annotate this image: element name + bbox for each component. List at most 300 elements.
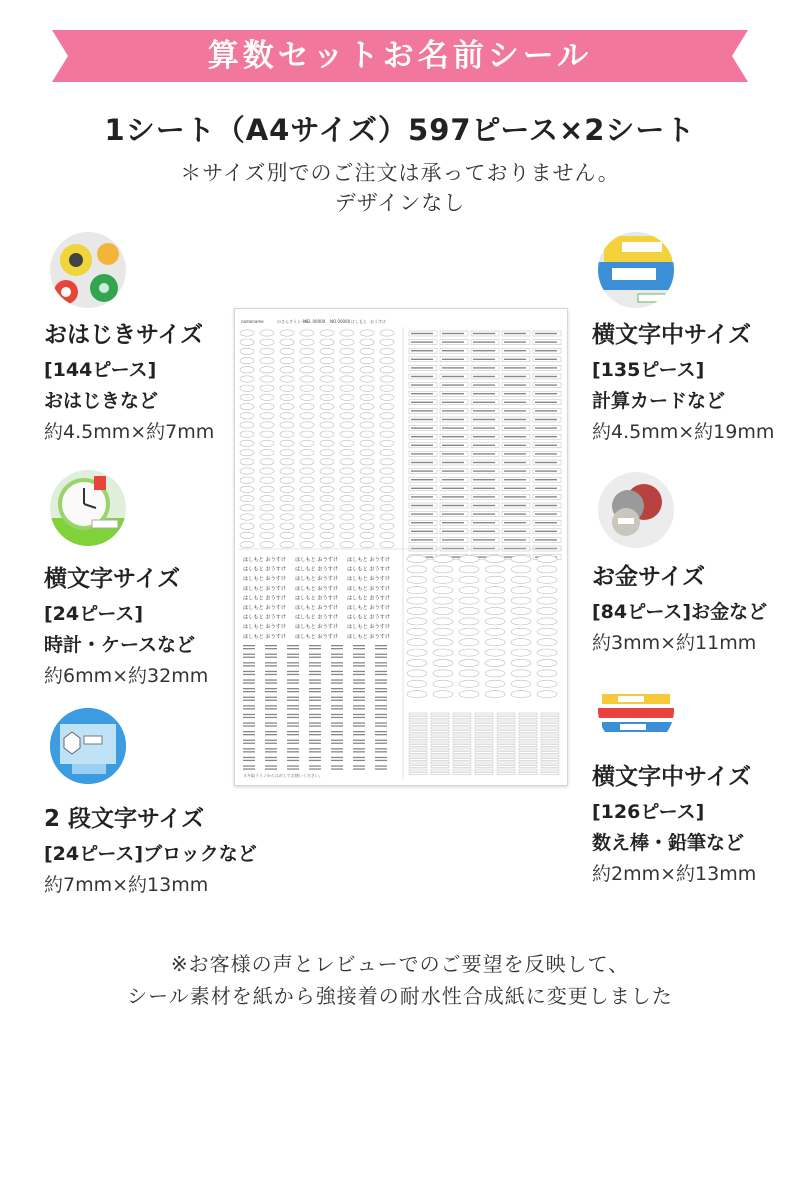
sticker-text-line — [535, 505, 557, 506]
sticker-two-line-top — [287, 705, 299, 706]
sticker-coin-oval — [511, 597, 531, 604]
sticker-two-line-bottom — [309, 682, 321, 683]
sticker-name-label: はしもと おうすけ — [347, 605, 391, 611]
sticker-two-line-top — [331, 645, 343, 646]
sticker-oval — [360, 348, 374, 354]
sticker-tiny — [431, 734, 449, 736]
sticker-oval — [380, 357, 394, 363]
sticker-coin-oval — [433, 649, 453, 656]
sticker-two-line-top — [265, 731, 277, 732]
sticker-text-line — [535, 350, 557, 351]
sticker-oval — [300, 468, 314, 474]
sticker-tiny — [431, 738, 449, 740]
sticker-tiny — [541, 741, 559, 743]
sticker-two-line-top — [265, 697, 277, 698]
sticker-text-line — [473, 505, 495, 506]
sticker-oval — [360, 459, 374, 465]
sticker-tiny — [475, 773, 493, 775]
sticker-text-line — [411, 531, 433, 532]
sticker-tiny — [497, 769, 515, 771]
sticker-coin-oval — [537, 587, 557, 594]
sticker-oval — [320, 532, 334, 538]
sticker-text-line — [411, 367, 433, 368]
sticker-two-line-bottom — [243, 657, 255, 658]
sticker-oval — [340, 449, 354, 455]
sticker-two-line-bottom — [309, 708, 321, 709]
sticker-text-line — [473, 445, 495, 446]
sticker-coin-oval — [537, 576, 557, 583]
sticker-tiny — [497, 717, 515, 719]
sticker-coin-oval — [485, 597, 505, 604]
sticker-oval — [360, 440, 374, 446]
sticker-text-line — [411, 522, 433, 523]
sticker-name-label: はしもと おうすけ — [243, 614, 287, 621]
sticker-oval — [380, 348, 394, 354]
sticker-text-line — [473, 479, 495, 480]
sticker-tiny — [475, 769, 493, 771]
sticker-coin-oval — [459, 680, 479, 687]
sticker-oval — [340, 422, 354, 428]
sticker-oval — [360, 330, 374, 336]
sticker-oval — [280, 505, 294, 511]
sticker-sheet-preview — [234, 308, 568, 786]
footer-line-2: シール素材を紙から強接着の耐水性合成紙に変更しました — [127, 984, 673, 1008]
sticker-tiny — [541, 734, 559, 736]
sticker-oval — [240, 505, 254, 511]
sticker-tiny — [519, 738, 537, 740]
sticker-text-line — [411, 505, 433, 506]
sticker-name-label: はしもと おうすけ — [243, 576, 287, 583]
sticker-two-line-top — [243, 697, 255, 698]
item-use: 数え棒・鉛筆など — [592, 832, 745, 854]
sticker-oval — [320, 403, 334, 409]
sticker-two-line-top — [265, 679, 277, 680]
sticker-two-line-top — [265, 662, 277, 663]
sticker-two-line-bottom — [375, 743, 387, 744]
sticker-coin-oval — [433, 587, 453, 594]
sticker-two-line-top — [353, 731, 365, 732]
sticker-two-line-top — [287, 757, 299, 758]
item-use: おはじきなど — [44, 390, 159, 412]
sticker-tiny — [453, 741, 471, 743]
sticker-two-line-top — [331, 765, 343, 766]
sticker-two-line-top — [353, 662, 365, 663]
sticker-oval — [280, 367, 294, 373]
sticker-two-line-bottom — [309, 743, 321, 744]
item-count: [84ピース]お金など — [592, 601, 768, 623]
stick-photo — [598, 672, 674, 748]
sticker-tiny — [431, 752, 449, 754]
sticker-oval — [300, 523, 314, 529]
sticker-text-line — [411, 384, 433, 385]
title-banner — [52, 30, 748, 82]
sticker-two-line-bottom — [353, 700, 365, 701]
sticker-tiny — [497, 755, 515, 757]
sticker-two-line-bottom — [331, 734, 343, 735]
sticker-tiny — [519, 724, 537, 726]
item-count: [144ピース] — [44, 359, 157, 381]
sticker-name-label: はしもと おうすけ — [347, 595, 391, 602]
sticker-two-line-bottom — [265, 648, 277, 649]
sticker-text-line — [411, 402, 433, 403]
sticker-name-label: はしもと おうすけ — [295, 614, 339, 621]
sticker-coin-oval — [511, 680, 531, 687]
sticker-oval — [240, 339, 254, 345]
sticker-text-line — [504, 393, 526, 394]
sticker-two-line-bottom — [309, 725, 321, 726]
sticker-tiny — [475, 752, 493, 754]
sticker-name-label: はしもと おうすけ — [295, 595, 339, 602]
sticker-two-line-top — [287, 731, 299, 732]
sticker-two-line-bottom — [353, 682, 365, 683]
sticker-two-line-top — [265, 688, 277, 689]
sticker-oval — [260, 468, 274, 474]
sticker-coin-oval — [485, 680, 505, 687]
sticker-two-line-top — [243, 671, 255, 672]
sticker-oval — [340, 330, 354, 336]
sticker-text-line — [535, 513, 557, 514]
sticker-oval — [340, 541, 354, 547]
sticker-two-line-top — [287, 765, 299, 766]
sticker-text-line — [473, 367, 495, 368]
sticker-two-line-bottom — [375, 760, 387, 761]
sticker-text-line — [504, 367, 526, 368]
sticker-coin-oval — [459, 628, 479, 635]
sticker-text-line — [535, 436, 557, 437]
sticker-tiny — [431, 713, 449, 715]
sticker-two-line-bottom — [331, 674, 343, 675]
sticker-two-line-bottom — [309, 700, 321, 701]
sticker-oval — [260, 486, 274, 492]
sticker-oval — [380, 468, 394, 474]
sticker-text-line — [535, 522, 557, 523]
sticker-text-line — [411, 539, 433, 540]
sticker-tiny — [409, 741, 427, 743]
sticker-coin-oval — [485, 628, 505, 635]
sticker-oval — [360, 486, 374, 492]
notice-line-2: デザインなし — [334, 191, 466, 215]
sticker-two-line-top — [331, 679, 343, 680]
sticker-two-line-bottom — [287, 665, 299, 666]
sticker-text-line — [473, 427, 495, 428]
sticker-two-line-top — [243, 748, 255, 749]
sticker-coin-oval — [433, 659, 453, 666]
sticker-two-line-bottom — [309, 674, 321, 675]
sticker-text-line — [504, 505, 526, 506]
sticker-two-line-top — [353, 705, 365, 706]
sticker-oval — [300, 339, 314, 345]
item-horizontal — [44, 470, 208, 688]
sticker-oval — [260, 440, 274, 446]
sticker-oval — [340, 514, 354, 520]
sticker-two-line-top — [331, 714, 343, 715]
sticker-two-line-bottom — [287, 700, 299, 701]
sticker-two-line-bottom — [243, 760, 255, 761]
sticker-coin-oval — [433, 566, 453, 573]
sticker-oval — [380, 330, 394, 336]
sticker-text-line — [504, 402, 526, 403]
sticker-oval — [360, 495, 374, 501]
sticker-oval — [380, 514, 394, 520]
coin-photo — [598, 472, 674, 548]
sticker-two-line-bottom — [243, 751, 255, 752]
sticker-text-line — [504, 453, 526, 454]
sticker-oval — [240, 431, 254, 437]
sticker-tiny — [453, 769, 471, 771]
sticker-oval — [340, 367, 354, 373]
sticker-text-line — [535, 539, 557, 540]
sticker-tiny — [519, 755, 537, 757]
sticker-oval — [300, 330, 314, 336]
sticker-two-line-top — [265, 714, 277, 715]
sticker-tiny — [431, 773, 449, 775]
sticker-oval — [340, 495, 354, 501]
sticker-coin-oval — [511, 618, 531, 625]
sticker-oval — [380, 505, 394, 511]
sticker-coin-oval — [459, 555, 479, 562]
sticker-two-line-top — [243, 765, 255, 766]
sticker-coin-oval — [511, 587, 531, 594]
sticker-two-line-top — [331, 705, 343, 706]
sticker-tiny — [475, 766, 493, 768]
sticker-oval — [240, 541, 254, 547]
sticker-tiny — [409, 769, 427, 771]
sticker-oval — [280, 459, 294, 465]
sticker-two-line-top — [309, 679, 321, 680]
sticker-two-line-bottom — [353, 691, 365, 692]
item-use: 計算カードなど — [592, 390, 726, 412]
sticker-text-line — [411, 453, 433, 454]
sticker-oval — [340, 505, 354, 511]
item-name: 2 段文字サイズ — [44, 806, 205, 832]
block-photo — [50, 708, 126, 784]
sticker-text-line — [535, 496, 557, 497]
sticker-oval — [360, 394, 374, 400]
sticker-coin-oval — [485, 639, 505, 646]
sticker-two-line-top — [375, 731, 387, 732]
sticker-text-line — [504, 470, 526, 471]
sticker-text-line — [504, 531, 526, 532]
sticker-text-line — [504, 427, 526, 428]
sticker-tiny — [431, 748, 449, 750]
sticker-oval — [300, 495, 314, 501]
sticker-coin-oval — [485, 670, 505, 677]
sticker-two-line-bottom — [243, 682, 255, 683]
sticker-two-line-top — [287, 714, 299, 715]
sticker-text-line — [535, 488, 557, 489]
sticker-tiny — [453, 773, 471, 775]
sticker-tiny — [453, 717, 471, 719]
sticker-coin-oval — [407, 597, 427, 604]
sticker-two-line-bottom — [309, 648, 321, 649]
sticker-oval — [300, 440, 314, 446]
sticker-coin-oval — [433, 628, 453, 635]
sticker-oval — [320, 330, 334, 336]
sticker-coin-oval — [511, 555, 531, 562]
sticker-text-line — [535, 479, 557, 480]
sticker-tiny — [497, 734, 515, 736]
sticker-two-line-bottom — [331, 768, 343, 769]
sticker-two-line-bottom — [375, 700, 387, 701]
sticker-text-line — [411, 427, 433, 428]
sticker-text-line — [473, 341, 495, 342]
sticker-oval — [340, 468, 354, 474]
sticker-two-line-top — [331, 688, 343, 689]
sticker-oval — [320, 348, 334, 354]
sticker-two-line-bottom — [265, 682, 277, 683]
sticker-tiny — [519, 727, 537, 729]
sticker-oval — [320, 394, 334, 400]
sticker-oval — [260, 357, 274, 363]
sticker-oval — [340, 523, 354, 529]
sticker-coin-oval — [459, 587, 479, 594]
sticker-two-line-top — [265, 671, 277, 672]
sticker-text-line — [411, 488, 433, 489]
sticker-two-line-top — [331, 740, 343, 741]
sticker-oval — [320, 449, 334, 455]
sticker-text-line — [442, 393, 464, 394]
sticker-oval — [240, 376, 254, 382]
sticker-coin-oval — [537, 649, 557, 656]
item-dimensions: 約4.5mm×約19mm — [592, 421, 775, 443]
sticker-two-line-top — [243, 714, 255, 715]
sticker-tiny — [519, 717, 537, 719]
sticker-oval — [360, 532, 374, 538]
sticker-oval — [380, 367, 394, 373]
sticker-oval — [300, 403, 314, 409]
sticker-text-line — [411, 410, 433, 411]
sticker-text-line — [473, 376, 495, 377]
sticker-text-line — [411, 445, 433, 446]
sticker-text-line — [473, 539, 495, 540]
sticker-two-line-top — [331, 671, 343, 672]
sticker-two-line-top — [353, 722, 365, 723]
sticker-tiny — [431, 717, 449, 719]
sticker-tiny — [475, 727, 493, 729]
sticker-two-line-top — [353, 714, 365, 715]
sticker-tiny — [541, 713, 559, 715]
sticker-oval — [300, 541, 314, 547]
sticker-coin-oval — [511, 639, 531, 646]
sticker-oval — [280, 422, 294, 428]
sticker-oval — [260, 495, 274, 501]
sticker-two-line-top — [375, 740, 387, 741]
sticker-two-line-top — [287, 722, 299, 723]
sticker-coin-oval — [537, 680, 557, 687]
sticker-tiny — [497, 745, 515, 747]
sticker-oval — [240, 403, 254, 409]
sticker-name-label: はしもと おうすけ — [243, 624, 287, 631]
sticker-two-line-bottom — [309, 691, 321, 692]
sticker-tiny — [431, 731, 449, 733]
sticker-two-line-top — [375, 645, 387, 646]
item-use: 時計・ケースなど — [44, 634, 196, 656]
sticker-two-line-top — [353, 757, 365, 758]
sticker-two-line-top — [353, 688, 365, 689]
sticker-oval — [260, 541, 274, 547]
sticker-oval — [280, 440, 294, 446]
sticker-two-line-top — [353, 645, 365, 646]
sticker-name-label: はしもと おうすけ — [347, 585, 391, 592]
sticker-tiny — [475, 748, 493, 750]
sticker-oval — [320, 357, 334, 363]
sticker-text-line — [504, 419, 526, 420]
sticker-tiny — [431, 769, 449, 771]
sticker-name-label: はしもと おうすけ — [347, 633, 391, 640]
sticker-oval — [260, 514, 274, 520]
sticker-oval — [240, 459, 254, 465]
sticker-oval — [380, 495, 394, 501]
sticker-two-line-bottom — [375, 665, 387, 666]
sticker-two-line-bottom — [331, 708, 343, 709]
sticker-two-line-bottom — [375, 708, 387, 709]
sticker-text-line — [411, 350, 433, 351]
sticker-text-line — [504, 359, 526, 360]
sticker-two-line-top — [353, 697, 365, 698]
sticker-oval — [300, 514, 314, 520]
sticker-oval — [360, 468, 374, 474]
sticker-two-line-bottom — [265, 674, 277, 675]
sticker-two-line-bottom — [287, 743, 299, 744]
sticker-oval — [260, 348, 274, 354]
sticker-text-line — [473, 531, 495, 532]
item-dimensions: 約3mm×約11mm — [592, 632, 757, 654]
sticker-oval — [360, 403, 374, 409]
sticker-oval — [380, 376, 394, 382]
sticker-two-line-top — [375, 679, 387, 680]
sticker-oval — [340, 376, 354, 382]
sticker-tiny — [541, 755, 559, 757]
sticker-oval — [380, 440, 394, 446]
sticker-name-label: はしもと おうすけ — [295, 585, 339, 592]
sticker-oval — [380, 523, 394, 529]
ohajiki-photo — [50, 232, 126, 308]
sticker-oval — [300, 431, 314, 437]
sticker-tiny — [453, 738, 471, 740]
sticker-two-line-bottom — [265, 743, 277, 744]
sticker-oval — [380, 449, 394, 455]
sticker-tiny — [541, 720, 559, 722]
sticker-two-line-bottom — [353, 648, 365, 649]
sticker-sheet-graphic — [235, 309, 567, 785]
sticker-oval — [280, 385, 294, 391]
sticker-two-line-top — [243, 688, 255, 689]
sticker-oval — [360, 376, 374, 382]
sticker-two-line-bottom — [287, 768, 299, 769]
sticker-two-line-bottom — [375, 717, 387, 718]
sticker-coin-oval — [459, 566, 479, 573]
sticker-two-line-top — [375, 748, 387, 749]
sticker-oval — [360, 385, 374, 391]
sticker-tiny — [519, 731, 537, 733]
sticker-two-line-bottom — [265, 725, 277, 726]
sticker-text-line — [473, 436, 495, 437]
sticker-text-line — [411, 513, 433, 514]
sticker-oval — [320, 422, 334, 428]
sticker-oval — [300, 486, 314, 492]
sticker-two-line-top — [375, 671, 387, 672]
sticker-oval — [360, 505, 374, 511]
sticker-oval — [240, 422, 254, 428]
sticker-coin-oval — [407, 691, 427, 698]
sticker-tiny — [497, 738, 515, 740]
sticker-two-line-bottom — [331, 717, 343, 718]
sticker-coin-oval — [511, 607, 531, 614]
notice-line-1: ＊サイズ別でのご注文は承っておりません。 — [180, 161, 620, 185]
sticker-coin-oval — [485, 566, 505, 573]
sticker-tiny — [519, 769, 537, 771]
sticker-two-line-bottom — [243, 743, 255, 744]
